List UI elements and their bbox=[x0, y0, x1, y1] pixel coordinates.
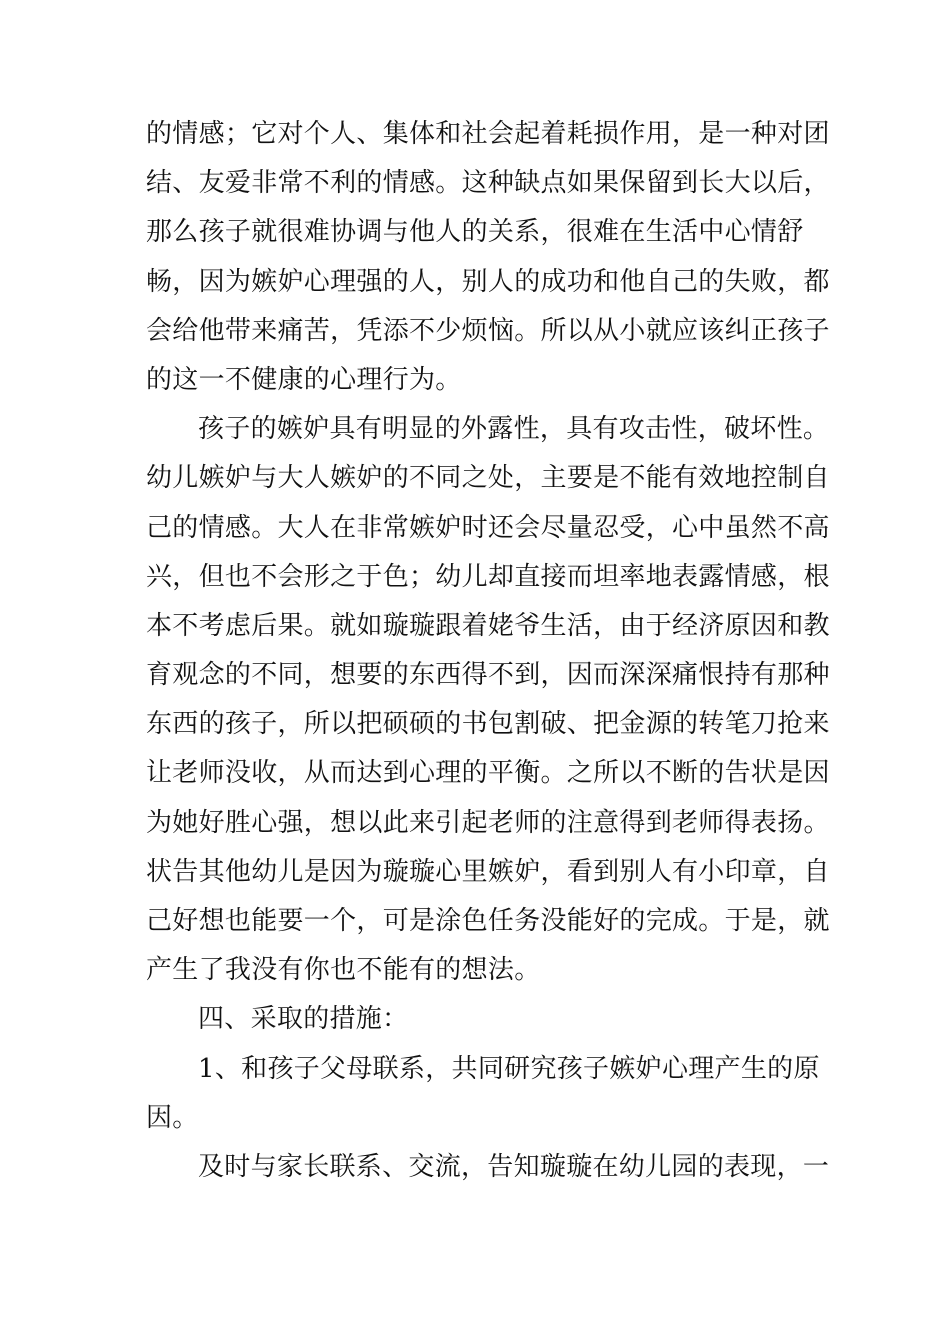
text-line: 的这一不健康的心理行为。 bbox=[146, 364, 462, 395]
paragraph-first-line: 及时与家长联系、交流，告知璇璇在幼儿园的表现，一 bbox=[198, 1151, 830, 1182]
text-line: 东西的孩子，所以把硕硕的书包割破、把金源的转笔刀抢来 bbox=[146, 709, 830, 740]
text-line: 会给他带来痛苦，凭添不少烦恼。所以从小就应该纠正孩子 bbox=[146, 315, 830, 346]
body-text bbox=[146, 110, 830, 1192]
text-line: 的情感；它对个人、集体和社会起着耗损作用，是一种对团 bbox=[146, 119, 830, 149]
text-line: 畅，因为嫉妒心理强的人，别人的成功和他自己的失败，都 bbox=[146, 266, 830, 297]
text-line: 让老师没收，从而达到心理的平衡。之所以不断的告状是因 bbox=[146, 758, 830, 789]
text-line: 己好想也能要一个，可是涂色任务没能好的完成。于是，就 bbox=[146, 906, 830, 936]
list-item-heading: 1、和孩子父母联系，共同研究孩子嫉妒心理产生的原 bbox=[198, 1053, 820, 1084]
text-line: 本不考虑后果。就如璇璇跟着姥爷生活，由于经济原因和教 bbox=[146, 610, 830, 641]
text-line: 那么孩子就很难协调与他人的关系，很难在生活中心情舒 bbox=[146, 217, 804, 248]
text-line: 为她好胜心强，想以此来引起老师的注意得到老师得表扬。 bbox=[146, 807, 830, 838]
text-line: 己的情感。大人在非常嫉妒时还会尽量忍受，心中虽然不高 bbox=[146, 512, 830, 543]
text-line: 结、友爱非常不利的情感。这种缺点如果保留到长大以后， bbox=[146, 168, 830, 199]
text-line: 育观念的不同，想要的东西得不到，因而深深痛恨持有那种 bbox=[146, 660, 830, 691]
text-line: 状告其他幼儿是因为璇璇心里嫉妒，看到别人有小印章，自 bbox=[146, 856, 830, 887]
text-line: 因。 bbox=[146, 1102, 199, 1133]
section-heading: 四、采取的措施： bbox=[198, 1004, 409, 1035]
paragraph-first-line: 孩子的嫉妒具有明显的外露性，具有攻击性，破坏性。 bbox=[198, 414, 830, 445]
text-line: 幼儿嫉妒与大人嫉妒的不同之处，主要是不能有效地控制自 bbox=[146, 463, 830, 494]
text-line: 产生了我没有你也不能有的想法。 bbox=[146, 955, 541, 986]
text-line: 兴，但也不会形之于色；幼儿却直接而坦率地表露情感，根 bbox=[146, 561, 830, 592]
